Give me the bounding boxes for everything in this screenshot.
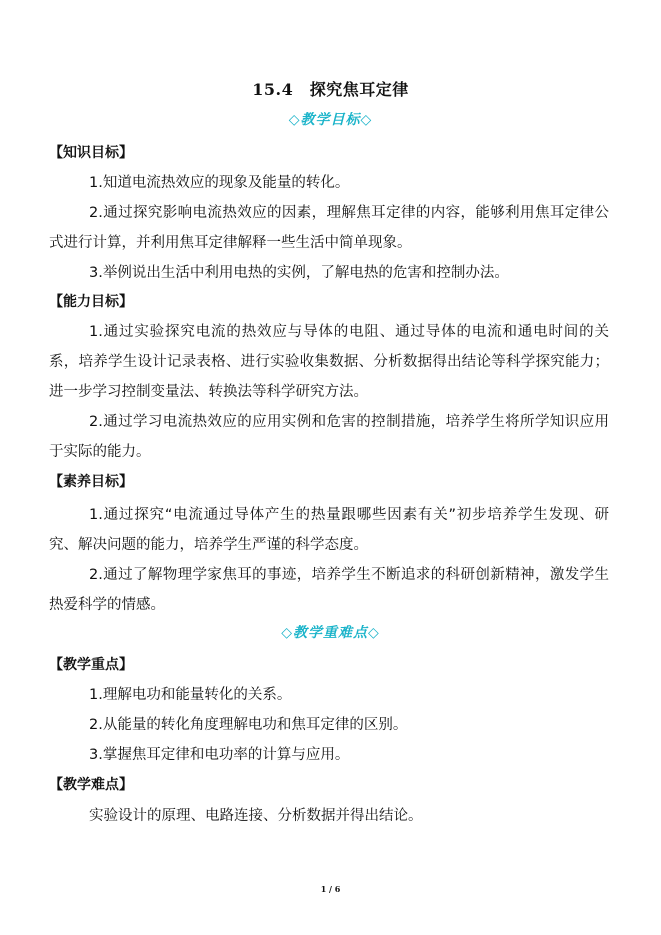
difficult-points-heading: 【教学难点】	[49, 777, 133, 793]
difficult-point-item-1: 实验设计的原理、电路连接、分析数据并得出结论。	[89, 808, 423, 824]
key-point-item-2: 2.从能量的转化角度理解电功和焦耳定律的区别。	[89, 717, 408, 733]
knowledge-item-1: 1.知道电流热效应的现象及能量的转化。	[89, 175, 350, 191]
key-points-heading: 【教学重点】	[49, 657, 133, 673]
key-point-item-1: 1.理解电功和能量转化的关系。	[89, 687, 292, 703]
section-heading-objectives: ◇教学目标◇	[288, 112, 373, 128]
knowledge-item-2: 2.通过探究影响电流热效应的因素，理解焦耳定律的内容，能够利用焦耳定律公式进行计算，并利用焦耳定律解释一些生活中简单现象。	[49, 205, 609, 251]
section-heading-key-difficult: ◇教学重难点◇	[281, 625, 380, 641]
literacy-item-1: 1.通过探究“电流通过导体产生的热量跟哪些因素有关”初步培养学生发现、研究、解决问题的能力，培养学生严谨的科学态度。	[49, 507, 609, 553]
literacy-item-2: 2.通过了解物理学家焦耳的事迹，培养学生不断追求的科研创新精神，激发学生热爱科学的情感。	[49, 567, 609, 613]
ability-item-1: 1.通过实验探究电流的热效应与导体的电阻、通过导体的电流和通电时间的关系，培养学生设计记录表格、进行实验收集数据、分析数据得出结论等科学探究能力；进一步学习控制变量法、转换法等科学研究方法。	[49, 324, 609, 400]
key-point-item-3: 3.掌握焦耳定律和电功率的计算与应用。	[89, 747, 350, 763]
knowledge-item-3: 3.举例说出生活中利用电热的实例，了解电热的危害和控制办法。	[89, 265, 509, 281]
page-title: 15.4 探究焦耳定律	[252, 80, 409, 99]
ability-item-2: 2.通过学习电流热效应的应用实例和危害的控制措施，培养学生将所学知识应用于实际的能力。	[49, 414, 609, 460]
page-number: 1 / 6	[320, 884, 341, 894]
knowledge-objectives-heading: 【知识目标】	[49, 145, 133, 161]
ability-objectives-heading: 【能力目标】	[49, 294, 133, 310]
literacy-objectives-heading: 【素养目标】	[49, 474, 133, 490]
